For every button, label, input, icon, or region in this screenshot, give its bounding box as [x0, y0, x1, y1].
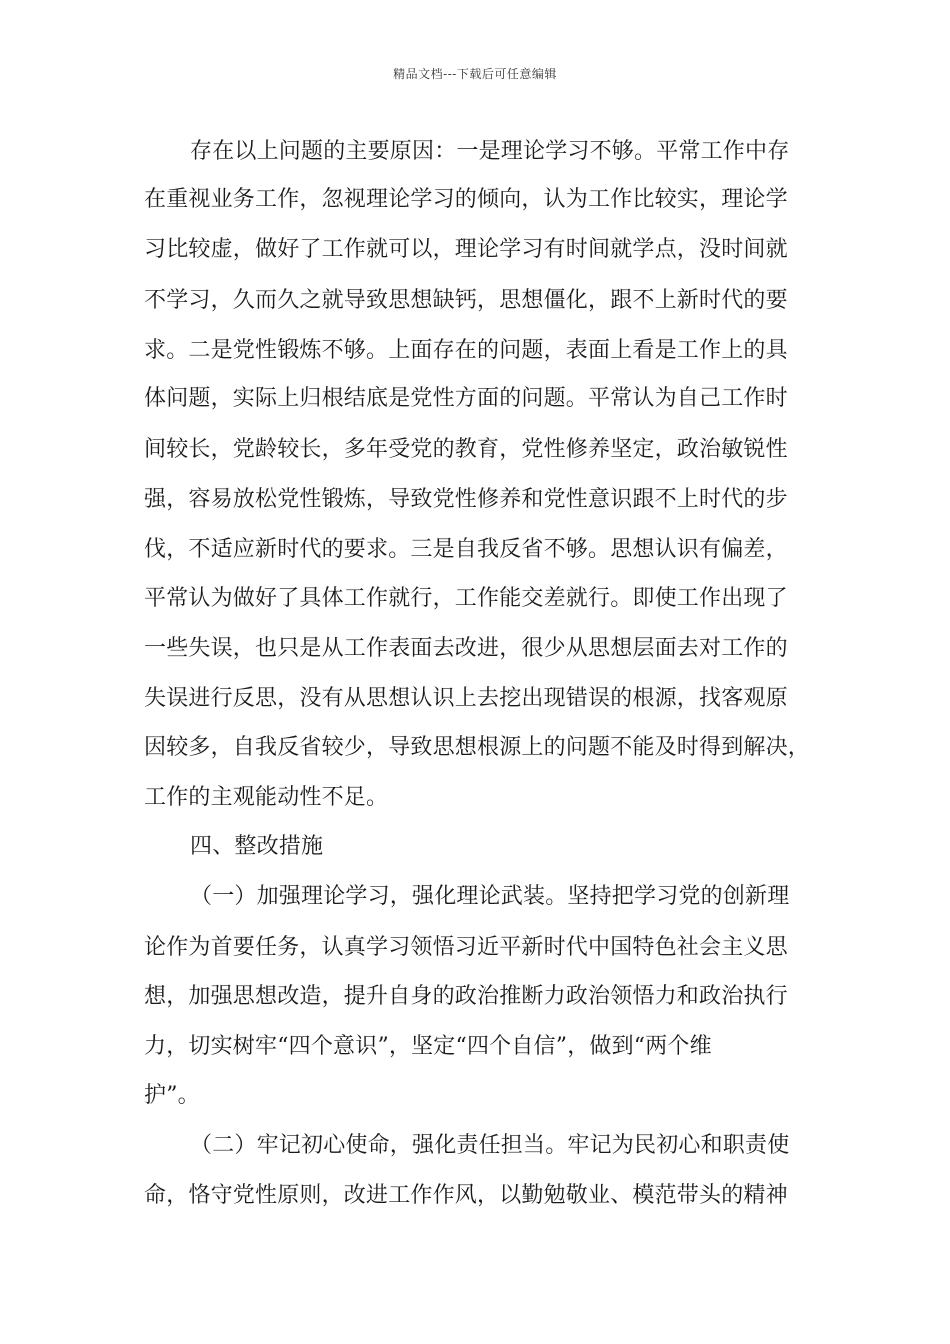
text-line: 论作为首要任务，认真学习领悟习近平新时代中国特色社会主义思 [144, 935, 788, 960]
text-line: 习比较虚，做好了工作就可以，理论学习有时间就学点，没时间就 [144, 237, 788, 262]
text-line: 存在以上问题的主要原因：一是理论学习不够。平常工作中存 [190, 139, 790, 164]
text-line: 平常认为做好了具体工作就行，工作能交差就行。即使工作出现了 [144, 586, 788, 611]
text-line: （二）牢记初心使命，强化责任担当。牢记为民初心和职责使 [190, 1133, 790, 1158]
text-line: 命，恪守党性原则，改进工作作风，以勤勉敬业、模范带头的精神 [144, 1183, 788, 1208]
text-line: 求。二是党性锻炼不够。上面存在的问题，表面上看是工作上的具 [144, 338, 788, 363]
text-line: 间较长，党龄较长，多年受党的教育，党性修养坚定，政治敏锐性 [144, 437, 788, 462]
text-line: 一些失误，也只是从工作表面去改进，很少从思想层面去对工作的 [144, 636, 788, 661]
text-line: 护”。 [144, 1083, 200, 1108]
text-line: 强，容易放松党性锻炼，导致党性修养和党性意识跟不上时代的步 [144, 487, 788, 512]
text-line: 力，切实树牢“四个意识”，坚定“四个自信”，做到“两个维 [144, 1034, 712, 1059]
text-line: （一）加强理论学习，强化理论武装。坚持把学习党的创新理 [190, 884, 790, 909]
page-header: 精品文档---下载后可任意编辑 [393, 67, 557, 81]
text-line: 工作的主观能动性不足。 [144, 785, 389, 810]
text-line: 想，加强思想改造，提升自身的政治推断力政治领悟力和政治执行 [144, 984, 788, 1009]
section-heading: 四、整改措施 [190, 834, 324, 859]
text-line: 体问题，实际上归根结底是党性方面的问题。平常认为自己工作时 [144, 386, 788, 411]
text-line: 伐，不适应新时代的要求。三是自我反省不够。思想认识有偏差， [144, 537, 788, 562]
text-line: 失误进行反思，没有从思想认识上去挖出现错误的根源，找客观原 [144, 686, 788, 711]
text-line: 在重视业务工作，忽视理论学习的倾向，认为工作比较实，理论学 [144, 187, 788, 212]
text-line: 不学习，久而久之就导致思想缺钙，思想僵化，跟不上新时代的要 [144, 288, 788, 313]
text-line: 因较多，自我反省较少，导致思想根源上的问题不能及时得到解决， [144, 735, 811, 760]
